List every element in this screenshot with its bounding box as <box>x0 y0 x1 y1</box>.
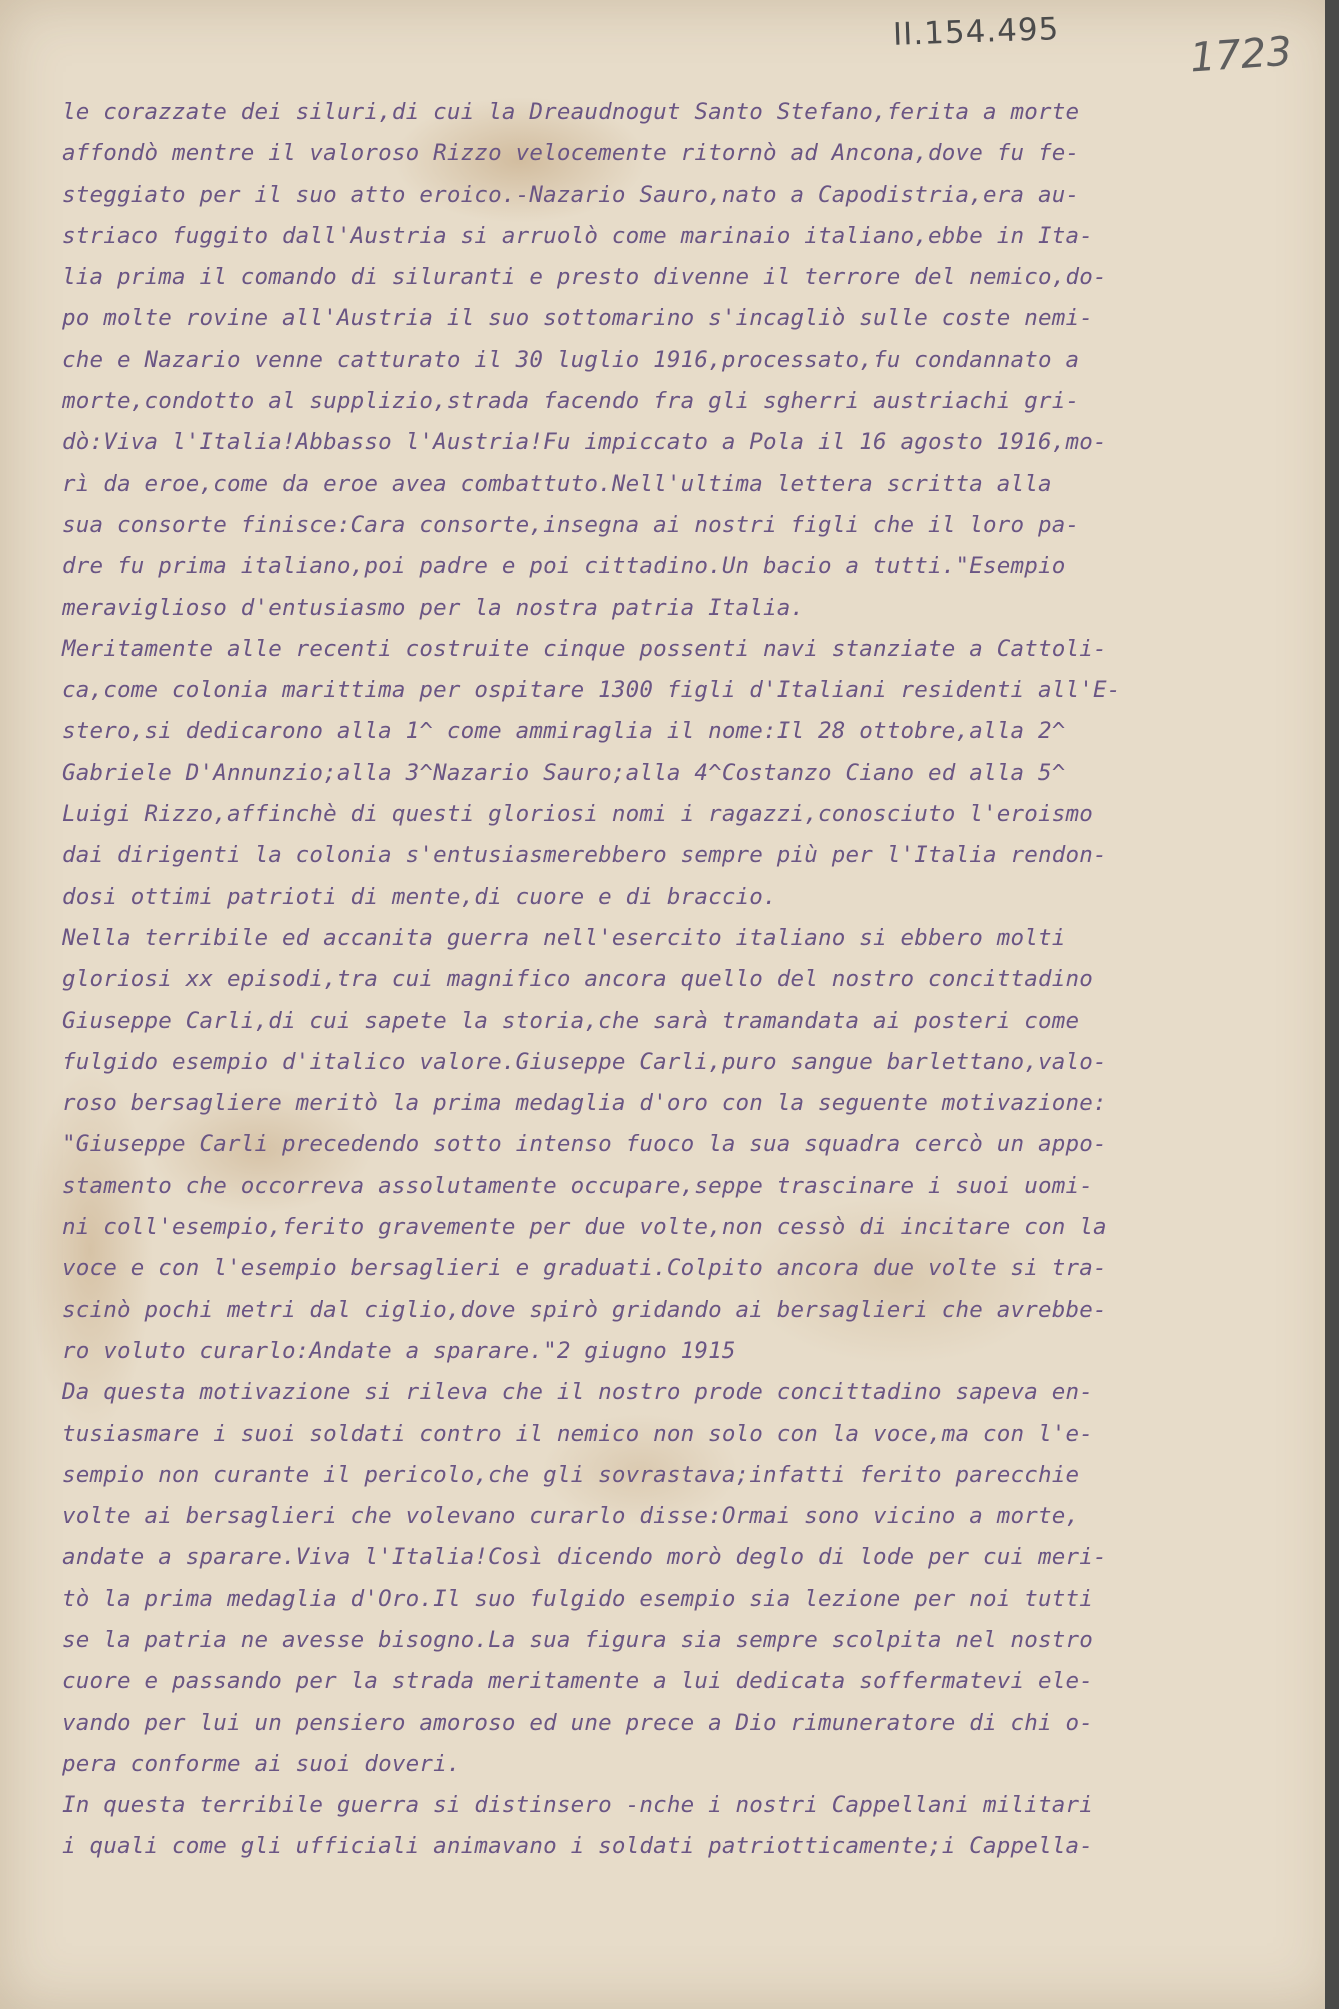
text-line: dò:Viva l'Italia!Abbasso l'Austria!Fu impiccato a Pola il 16 agosto 1916,mo- <box>62 429 1107 456</box>
text-line: dre fu prima italiano,poi padre e poi cittadino.Un bacio a tutti."Esempio <box>62 553 1066 580</box>
text-line: volte ai bersaglieri che volevano curarlo disse:Ormai sono vicino a morte, <box>62 1503 1080 1530</box>
text-line: gloriosi xx episodi,tra cui magnifico ancora quello del nostro concittadino <box>62 966 1093 993</box>
page-number: 1723 <box>1188 28 1294 82</box>
text-line: se la patria ne avesse bisogno.La sua figura sia sempre scolpita nel nostro <box>62 1626 1093 1653</box>
text-line: andate a sparare.Viva l'Italia!Così dicendo morò deglo di lode per cui meri- <box>62 1544 1107 1571</box>
text-line: Gabriele D'Annunzio;alla 3^Nazario Sauro;alla 4^Costanzo Ciano ed alla 5^ <box>62 759 1066 786</box>
archive-number <box>892 11 1059 53</box>
text-line: steggiato per il suo atto eroico.-Nazario Sauro,nato a Capodistria,era au- <box>62 181 1080 208</box>
text-line: ca,come colonia marittima per ospitare 1300 figli d'Italiani residenti all'E- <box>62 677 1121 704</box>
text-line: affondò mentre il valoroso Rizzo velocemente ritornò ad Ancona,dove fu fe- <box>62 140 1080 167</box>
text-line: vando per lui un pensiero amoroso ed une prece a Dio rimuneratore di chi o- <box>62 1709 1093 1736</box>
text-line: Meritamente alle recenti costruite cinque possenti navi stanziate a Cattoli- <box>62 635 1107 662</box>
text-line: scinò pochi metri dal ciglio,dove spirò gridando ai bersaglieri che avrebbe- <box>62 1296 1107 1323</box>
text-line: che e Nazario venne catturato il 30 luglio 1916,processato,fu condannato a <box>62 346 1080 373</box>
text-line: ro voluto curarlo:Andate a sparare."2 giugno 1915 <box>62 1337 736 1364</box>
text-line: Nella terribile ed accanita guerra nell'esercito italiano si ebbero molti <box>62 924 1066 951</box>
text-line: cuore e passando per la strada meritamente a lui dedicata soffermatevi ele- <box>62 1668 1093 1695</box>
text-line: fulgido esempio d'italico valore.Giuseppe Carli,puro sangue barlettano,valo- <box>62 1048 1107 1075</box>
text-line: tò la prima medaglia d'Oro.Il suo fulgido esempio sia lezione per noi tutti <box>62 1585 1093 1612</box>
text-line: In questa terribile guerra si distinsero -nche i nostri Cappellani militari <box>62 1792 1093 1819</box>
text-line: le corazzate dei siluri,di cui la Dreaudnogut Santo Stefano,ferita a morte <box>62 99 1080 125</box>
text-line: Da questa motivazione si rileva che il nostro prode concittadino sapeva en- <box>62 1379 1093 1406</box>
scan-edge <box>1325 0 1339 2009</box>
text-line: Luigi Rizzo,affinchè di questi gloriosi nomi i ragazzi,conosciuto l'eroismo <box>62 801 1093 828</box>
text-line: i quali come gli ufficiali animavano i soldati patriotticamente;i Cappella- <box>62 1833 1093 1860</box>
text-line: tusiasmare i suoi soldati contro il nemico non solo con la voce,ma con l'e- <box>62 1420 1093 1447</box>
archive-number-text: II.154.495 <box>892 11 1060 53</box>
text-line: pera conforme ai suoi doveri. <box>62 1750 461 1777</box>
text-line: lia prima il comando di siluranti e presto divenne il terrore del nemico,do- <box>62 264 1107 291</box>
text-line: po molte rovine all'Austria il suo sottomarino s'incagliò sulle coste nemi- <box>62 305 1093 332</box>
text-line: sua consorte finisce:Cara consorte,insegna ai nostri figli che il loro pa- <box>62 511 1080 538</box>
text-line: stero,si dedicarono alla 1^ come ammiraglia il nome:Il 28 ottobre,alla 2^ <box>62 718 1066 745</box>
text-line: morte,condotto al supplizio,strada facendo fra gli sgherri austriachi gri- <box>62 388 1080 415</box>
text-line: rì da eroe,come da eroe avea combattuto.Nell'ultima lettera scritta alla <box>62 470 1052 497</box>
text-line: stamento che occorreva assolutamente occupare,seppe trascinare i suoi uomi- <box>62 1172 1093 1199</box>
text-line: striaco fuggito dall'Austria si arruolò come marinaio italiano,ebbe in Ita- <box>62 222 1093 249</box>
text-line: voce e con l'esempio bersaglieri e graduati.Colpito ancora due volte si tra- <box>62 1255 1107 1282</box>
text-line: ni coll'esempio,ferito gravemente per due volte,non cessò di incitare con la <box>62 1214 1107 1241</box>
text-line: roso bersagliere meritò la prima medaglia d'oro con la seguente motivazione: <box>62 1090 1107 1117</box>
text-line: dai dirigenti la colonia s'entusiasmerebbero sempre più per l'Italia rendon- <box>62 842 1107 869</box>
text-line: Giuseppe Carli,di cui sapete la storia,che sarà tramandata ai posteri come <box>62 1007 1080 1034</box>
text-line: sempio non curante il pericolo,che gli sovrastava;infatti ferito parecchie <box>62 1461 1080 1488</box>
typewritten-text <box>62 92 1302 1868</box>
text-line: "Giuseppe Carli precedendo sotto intenso fuoco la sua squadra cercò un appo- <box>62 1131 1107 1158</box>
text-line: dosi ottimi patrioti di mente,di cuore e di braccio. <box>62 883 777 910</box>
text-line: meraviglioso d'entusiasmo per la nostra patria Italia. <box>62 594 805 621</box>
